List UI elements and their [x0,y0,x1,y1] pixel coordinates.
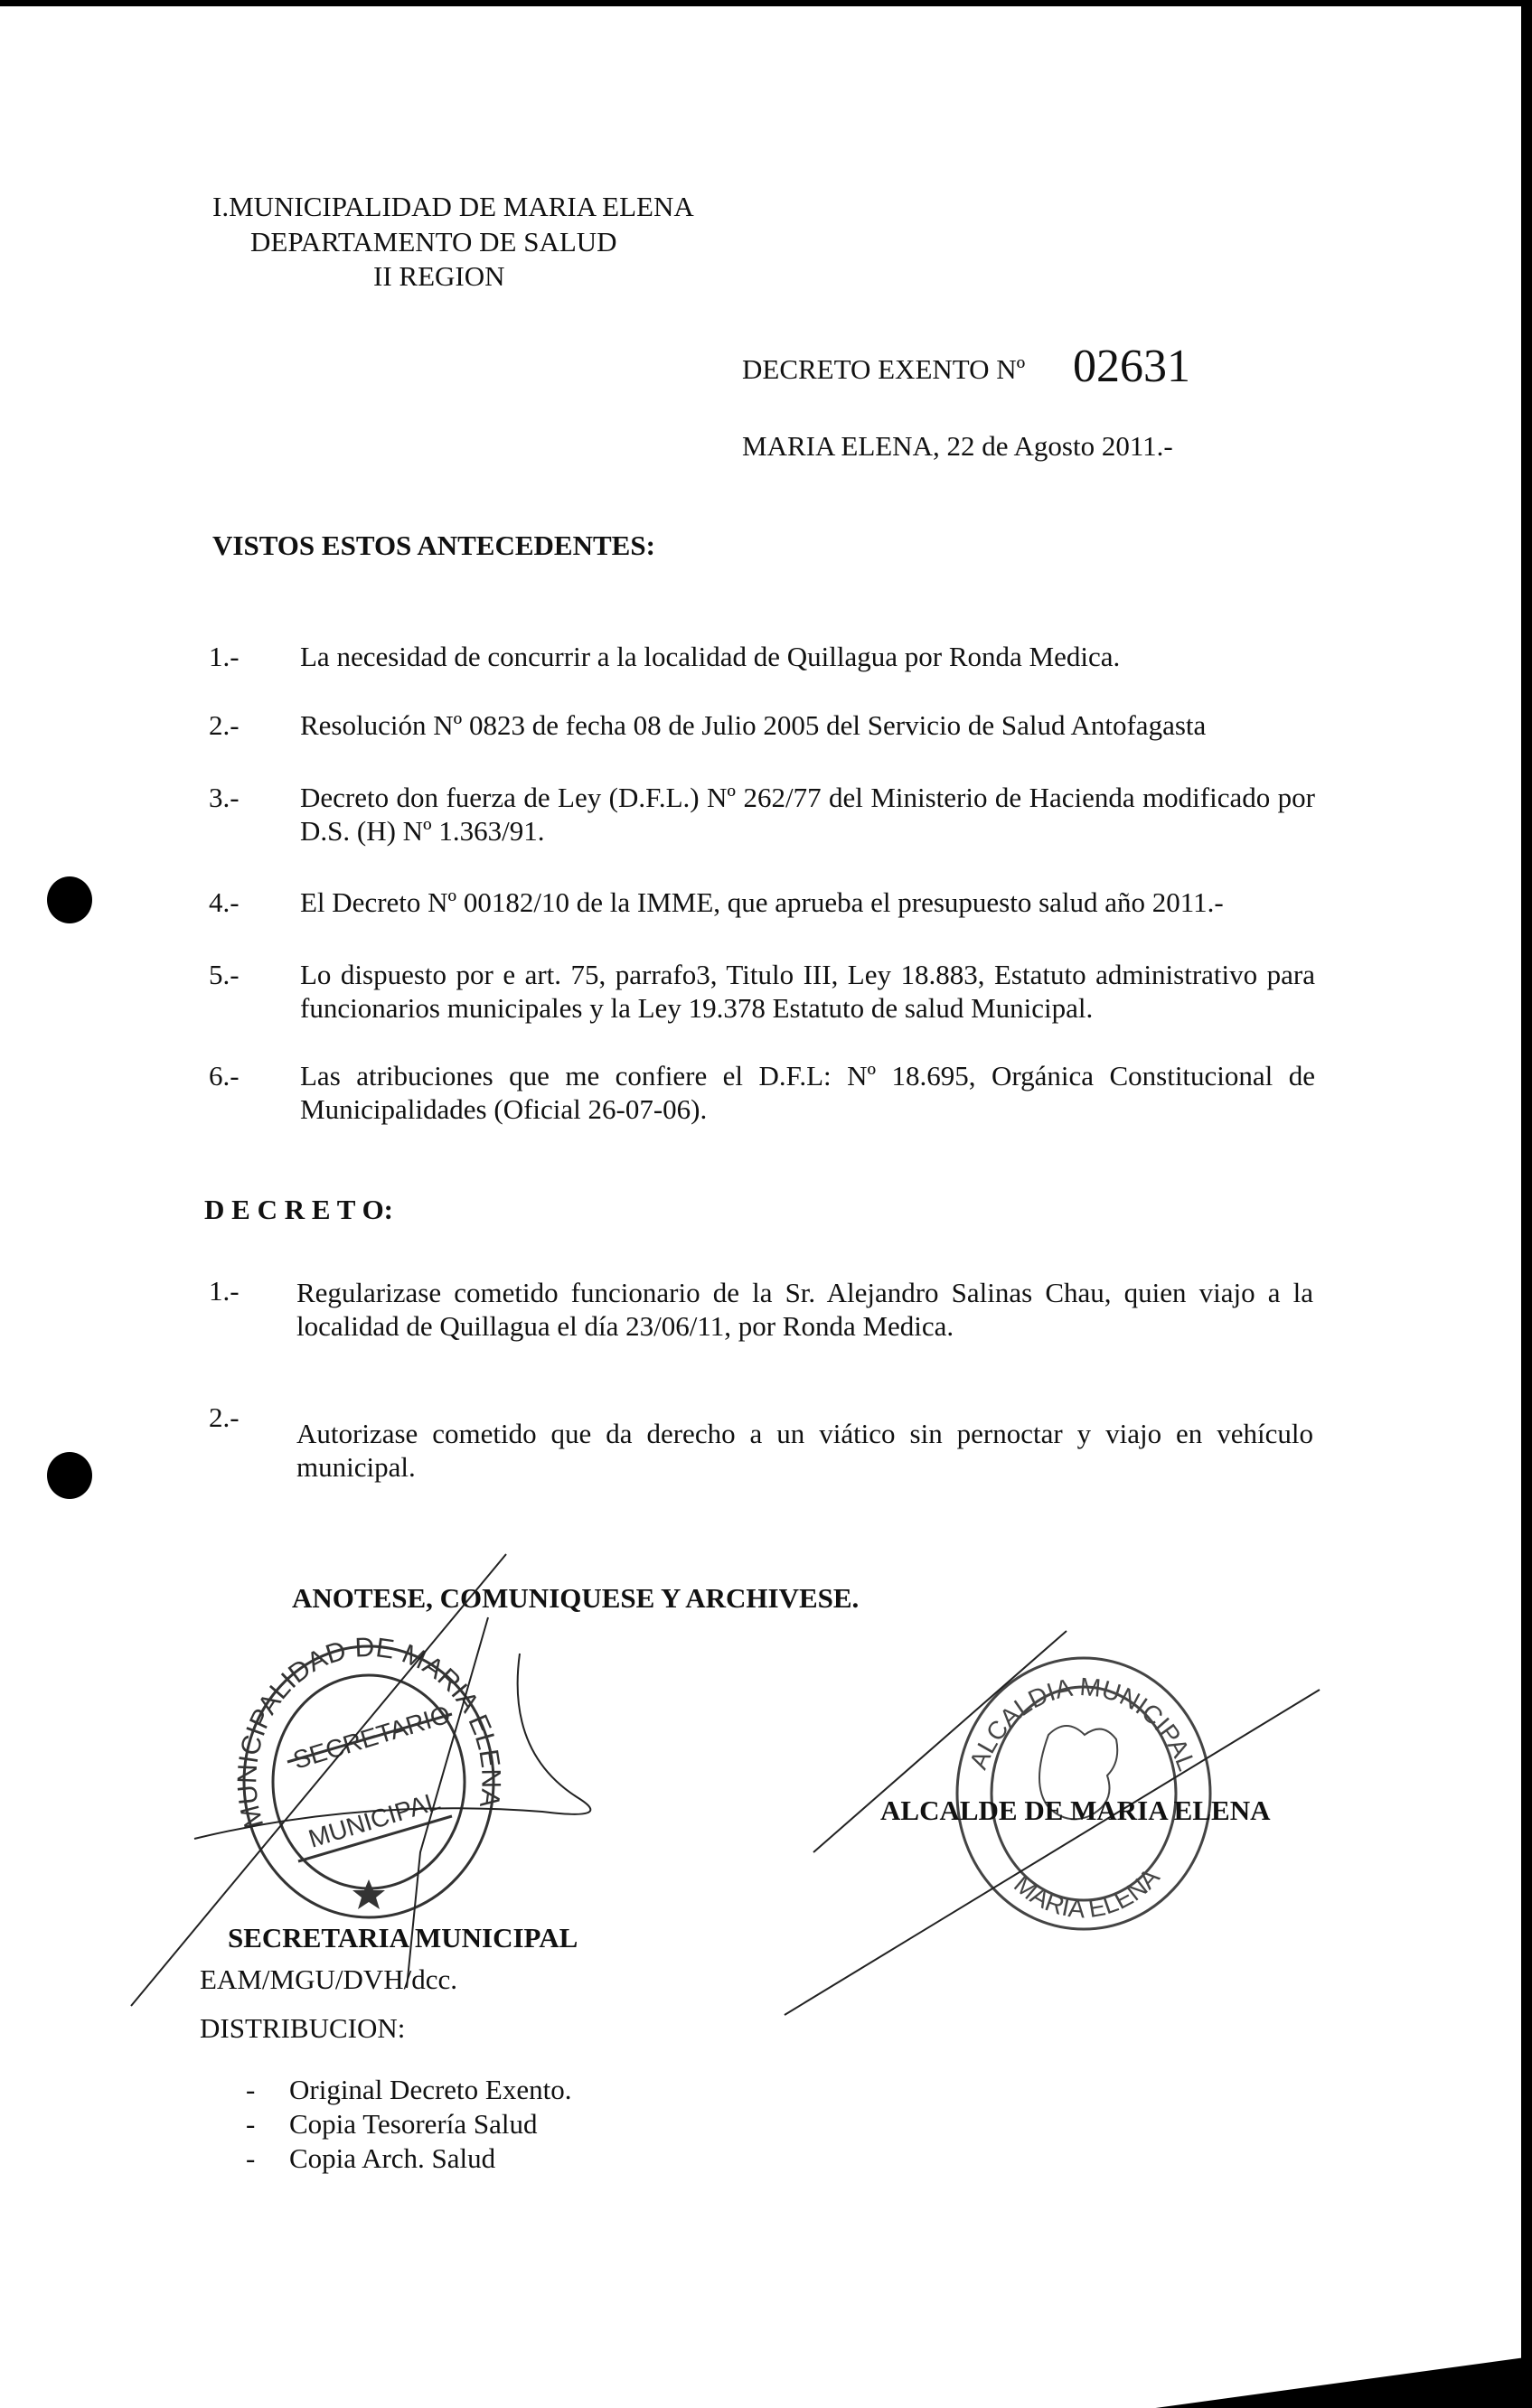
stamp-ring-bottom: MARIA ELENA [1009,1862,1165,1924]
header-region: II REGION [373,260,505,292]
stamp-ring-text: MUNICIPALIDAD DE MARIA ELENA [232,1632,506,1832]
decree-label: DECRETO EXENTO Nº [742,353,1026,385]
decreto-heading: D E C R E T O: [204,1194,394,1225]
svg-text:ALCALDIA MUNICIPAL [964,1672,1201,1775]
closing-formula: ANOTESE, COMUNIQUESE Y ARCHIVESE. [292,1582,860,1614]
star-icon [352,1879,385,1909]
header-municipality: I.MUNICIPALIDAD DE MARIA ELENA [212,191,694,222]
distribution-heading: DISTRIBUCION: [200,2012,406,2044]
decree-number: 02631 [1073,341,1190,392]
header-department: DEPARTAMENTO DE SALUD [250,226,617,258]
vistos-heading: VISTOS ESTOS ANTECEDENTES: [212,529,655,561]
initials: EAM/MGU/DVH/dcc. [200,1963,457,1995]
signature-title-mayor: ALCALDE DE MARIA ELENA [880,1794,1271,1826]
signature-title-secretary: SECRETARIA MUNICIPAL [228,1922,578,1954]
stamp-center-text-2: MUNICIPAL [305,1786,444,1853]
place-date: MARIA ELENA, 22 de Agosto 2011.- [742,430,1173,462]
stamp-center-text-1: SECRETARIO [289,1700,454,1775]
stamp-ring-top: ALCALDIA MUNICIPAL [963,1672,1201,1775]
secretary-stamp [232,1633,505,1917]
